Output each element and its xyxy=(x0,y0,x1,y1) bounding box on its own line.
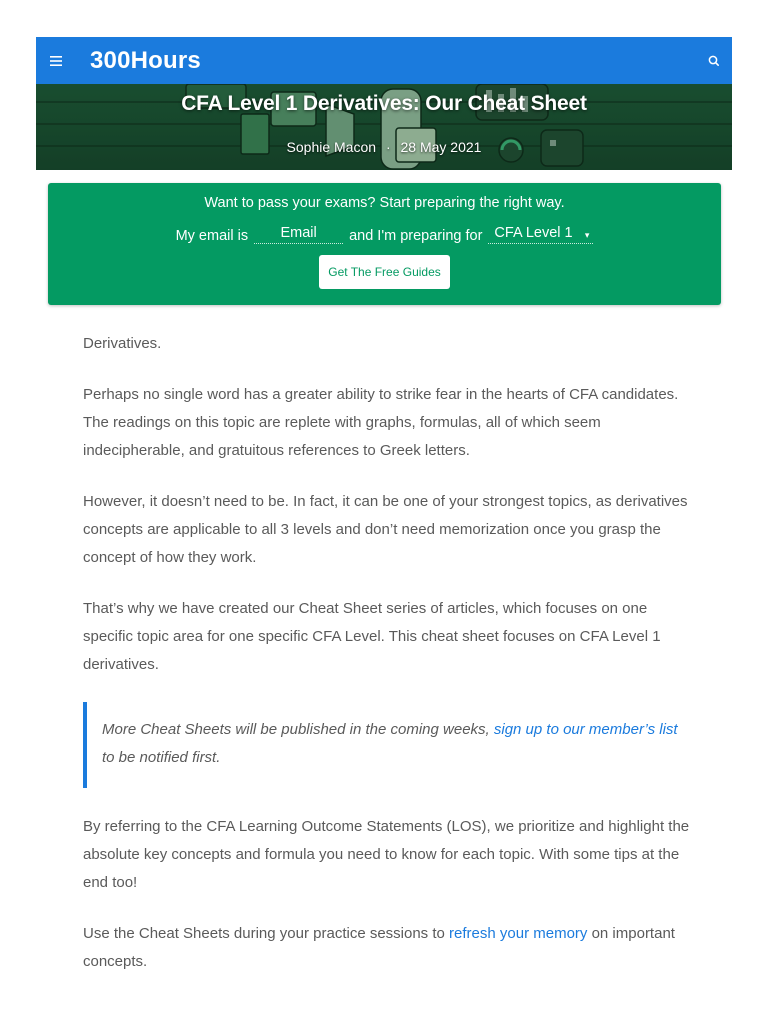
signup-title: Want to pass your exams? Start preparing the right way. xyxy=(204,195,565,211)
article-paragraph: By referring to the CFA Learning Outcome Statements (LOS), we prioritize and highlight the absolute key concepts and formula you need to know for each topic. With some tips at the end too! xyxy=(83,818,690,891)
blockquote-note xyxy=(83,702,683,788)
level-select-value: CFA Level 1 xyxy=(494,224,573,241)
page-title: CFA Level 1 Derivatives: Our Cheat Sheet xyxy=(181,92,587,115)
note-text xyxy=(102,716,683,772)
article-paragraph: Derivatives. xyxy=(83,335,162,352)
brand-logo[interactable]: 300Hours xyxy=(90,46,201,74)
meta-separator: · xyxy=(385,139,391,155)
paragraph-text-before: Use the Cheat Sheets during your practice sessions to xyxy=(83,925,450,942)
member-list-link[interactable]: sign up to our member’s list xyxy=(493,721,678,738)
refresh-memory-link[interactable]: refresh your memory xyxy=(449,925,588,942)
article-paragraph xyxy=(83,920,693,976)
publish-date: 28 May 2021 xyxy=(400,139,482,155)
signup-form-row xyxy=(48,222,721,244)
get-free-guides-button[interactable]: Get The Free Guides xyxy=(319,255,450,289)
signup-box xyxy=(48,183,721,305)
search-icon[interactable] xyxy=(704,51,724,71)
article-paragraph: That’s why we have created our Cheat Sheet series of articles, which focuses on one specific topic area for one specific CFA Level. This cheat sheet focuses on CFA Level 1 derivatives. xyxy=(83,600,661,673)
menu-icon[interactable] xyxy=(36,37,76,84)
email-field[interactable] xyxy=(254,222,343,244)
article-meta xyxy=(36,139,732,155)
chevron-down-icon: ▾ xyxy=(584,229,590,240)
note-text-after: to be notified first. xyxy=(102,749,221,766)
level-select[interactable] xyxy=(488,222,593,244)
hamburger-icon xyxy=(50,56,62,66)
hero-banner xyxy=(36,84,732,170)
author-name[interactable]: Sophie Macon xyxy=(286,139,377,155)
note-text-before: More Cheat Sheets will be published in the coming weeks, xyxy=(102,721,494,738)
preparing-label: and I'm preparing for xyxy=(349,228,483,244)
paragraph-text-after: on important concepts. xyxy=(83,925,675,970)
article-body xyxy=(83,330,693,976)
top-navbar xyxy=(36,37,732,84)
article-paragraph: However, it doesn’t need to be. In fact, it can be one of your strongest topics, as derivatives concepts are applicable to all 3 levels and don’t need memorization once you grasp the concept of how they work. xyxy=(83,493,688,566)
email-label: My email is xyxy=(175,228,249,244)
article-paragraph: Perhaps no single word has a greater ability to strike fear in the hearts of CFA candidates. The readings on this topic are replete with graphs, formulas, all of which seem indecipherable, and gratuitous references to Greek letters. xyxy=(83,386,679,459)
